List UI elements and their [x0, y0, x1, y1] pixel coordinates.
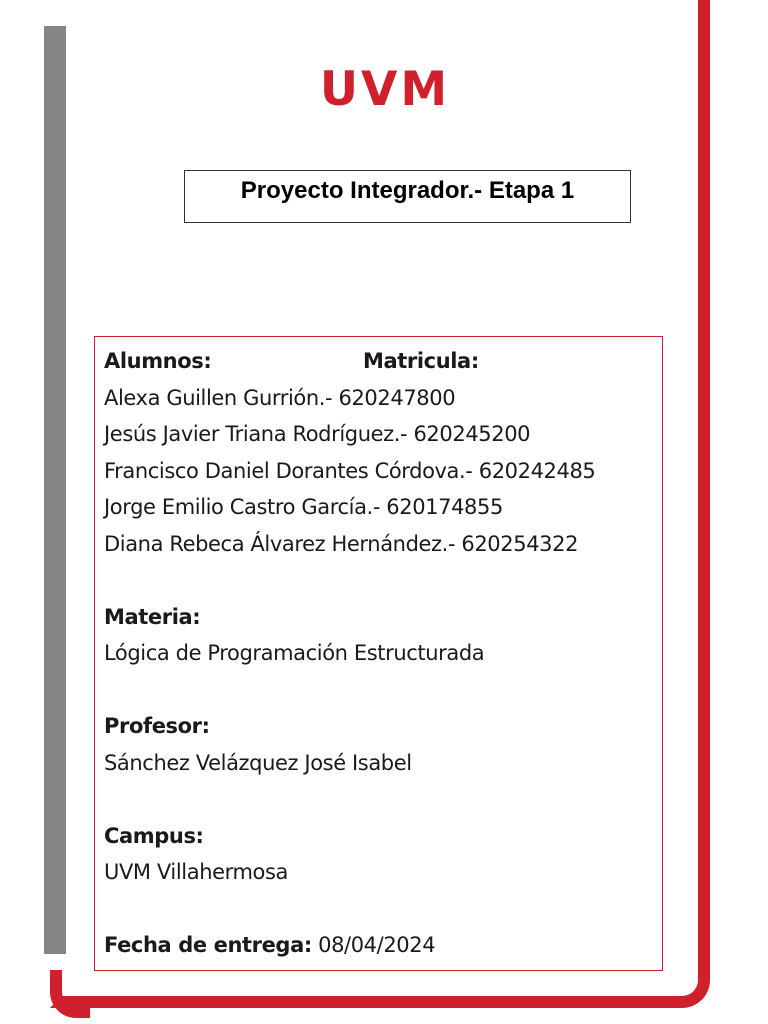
alumnos-label: Alumnos:: [104, 349, 212, 373]
document-title: Proyecto Integrador.- Etapa 1: [240, 176, 575, 204]
uvm-logo: UVM: [319, 62, 451, 117]
student-entry: Francisco Daniel Dorantes Córdova.- 620242485: [104, 458, 596, 483]
info-box: [94, 336, 663, 971]
matricula-label: Matricula:: [363, 349, 479, 373]
materia-value: Lógica de Programación Estructurada: [104, 641, 485, 665]
red-page-frame-corner: [50, 970, 90, 1018]
materia-label: Materia:: [104, 604, 201, 629]
campus-value: UVM Villahermosa: [104, 860, 289, 884]
student-entry: Jesús Javier Triana Rodríguez.- 620245200: [104, 422, 531, 446]
campus-label: Campus:: [104, 823, 204, 848]
student-entry: Diana Rebeca Álvarez Hernández.- 620254322: [104, 531, 579, 556]
fecha-row: [104, 927, 662, 964]
student-entry: Alexa Guillen Gurrión.- 620247800: [104, 385, 456, 410]
profesor-label: Profesor:: [104, 714, 210, 738]
student-entry: Jorge Emilio Castro García.- 620174855: [104, 495, 503, 519]
fecha-label: Fecha de entrega:: [104, 933, 312, 957]
title-box: [184, 170, 631, 223]
fecha-value: 08/04/2024: [318, 933, 436, 957]
students-header-row: [104, 343, 662, 380]
profesor-value: Sánchez Velázquez José Isabel: [104, 750, 412, 775]
